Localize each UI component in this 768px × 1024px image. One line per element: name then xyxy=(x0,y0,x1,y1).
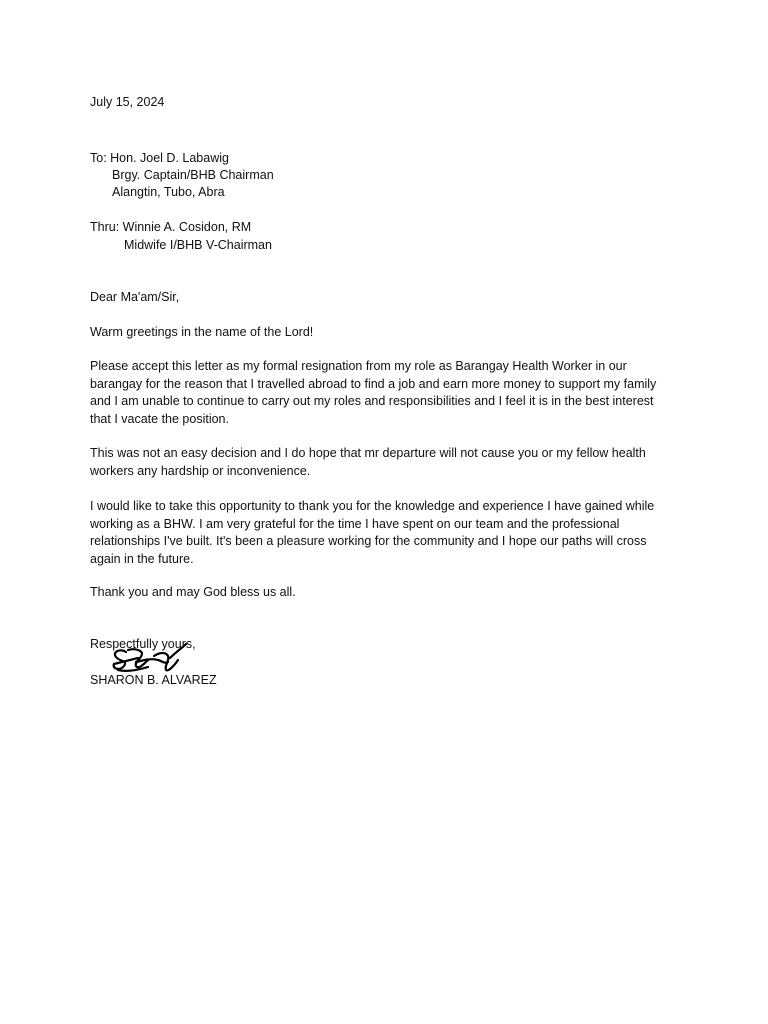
recipient-address: Alangtin, Tubo, Abra xyxy=(112,185,225,199)
greeting-line: Warm greetings in the name of the Lord! xyxy=(90,325,314,339)
recipient-title: Brgy. Captain/BHB Chairman xyxy=(112,168,274,182)
letter-date: July 15, 2024 xyxy=(90,95,165,109)
paragraph-line: I would like to take this opportunity to thank you for the knowledge and experience I have gained while xyxy=(90,499,655,513)
recipient-name: To: Hon. Joel D. Labawig xyxy=(90,151,229,165)
closing-thanks: Thank you and may God bless us all. xyxy=(90,585,296,599)
paragraph-line: and I am unable to continue to carry out my roles and responsibilities and I feel it is in the best interest xyxy=(90,394,654,408)
decision-paragraph xyxy=(90,445,680,480)
paragraph-line: Please accept this letter as my formal resignation from my role as Barangay Health Worker in our xyxy=(90,359,627,373)
paragraph-line: that I vacate the position. xyxy=(90,411,229,426)
paragraph-line: again in the future. xyxy=(90,551,194,566)
gratitude-paragraph xyxy=(90,498,680,568)
paragraph-line: barangay for the reason that I travelled abroad to find a job and earn more money to support my family xyxy=(90,376,657,391)
signature-icon xyxy=(108,640,190,676)
thru-title: Midwife I/BHB V-Chairman xyxy=(124,238,272,252)
paragraph-line: working as a BHW. I am very grateful for the time I have spent on our team and the professional xyxy=(90,516,620,531)
paragraph-line: This was not an easy decision and I do hope that mr departure will not cause you or my fellow health xyxy=(90,446,646,460)
paragraph-line: workers any hardship or inconvenience. xyxy=(90,463,311,478)
salutation: Dear Ma'am/Sir, xyxy=(90,290,180,304)
closing: Respectfully yours, xyxy=(90,637,196,651)
paragraph-line: relationships I've built. It's been a pleasure working for the community and I hope our paths will cross xyxy=(90,534,647,548)
signatory-name: SHARON B. ALVAREZ xyxy=(90,673,217,687)
thru-name: Thru: Winnie A. Cosidon, RM xyxy=(90,220,252,234)
resignation-paragraph xyxy=(90,358,680,428)
